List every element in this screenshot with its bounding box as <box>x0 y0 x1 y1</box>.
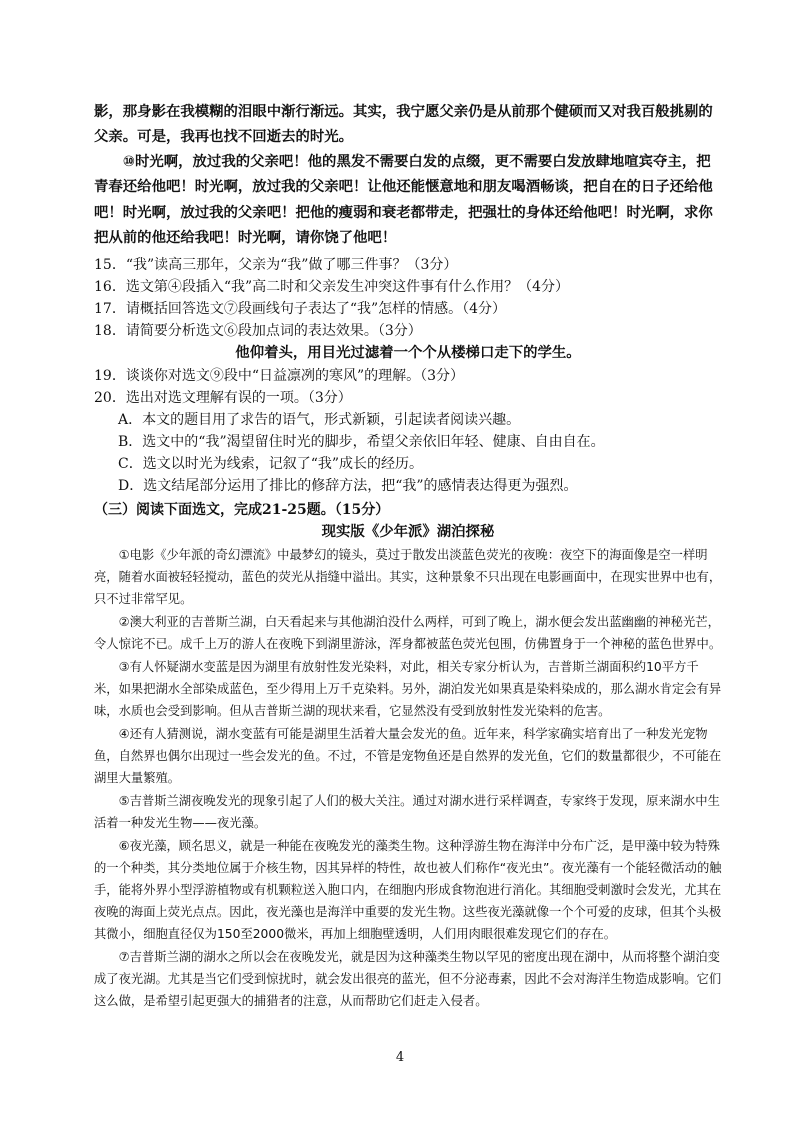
passage-paragraph-10: ⑩时光啊，放过我的父亲吧！他的黑发不需要白发的点缀，更不需要白发放肆地喧宾夺主，把青春还给他吧！时光啊，放过我的父亲吧！让他还能惬意地和朋友喝酒畅谈，把自在的日子还给他吧！时光啊，放过我的父亲吧！把他的瘦弱和衰老都带走，把强壮的身体还给他吧！时光啊，求你把从前的他还给我吧！时光啊，请你饶了他吧！ <box>94 154 713 247</box>
passage-continuation: 影，那身影在我模糊的泪眼中渐行渐远。其实，我宁愿父亲仍是从前那个健硕而又对我百般挑剔的父亲。可是，我再也找不回逝去的时光。 <box>94 104 713 146</box>
article-paragraph-7: ⑦吉普斯兰湖的湖水之所以会在夜晚发光，就是因为这种藻类生物以罕见的密度出现在湖中，从而将整个湖泊变成了夜光湖。尤其是当它们受到惊扰时，就会发出很亮的蓝光，但不分泌毒素，因此不会对海洋生物造成影响。它们这么做，是希望引起更强大的捕猎者的注意，从而帮助它们赶走入侵者。 <box>94 950 722 1008</box>
question-16: 16．选文第④段插入“我”高二时和父亲发生冲突这件事有什么作用？（4分） <box>94 279 570 295</box>
question-18-quote: 他仰着头，用目光过滤着一个个从楼梯口走下的学生。 <box>235 345 581 361</box>
page-number: 4 <box>395 1050 405 1065</box>
question-20-option-c: C．选文以时光为线索，记叙了“我”成长的经历。 <box>118 456 424 472</box>
article-paragraph-1: ①电影《少年派的奇幻漂流》中最梦幻的镜头，莫过于散发出淡蓝色荧光的夜晚：夜空下的海面像是空一样明亮，随着水面被轻轻搅动，蓝色的荧光从指缝中溢出。其实，这种景象不只出现在电影画面中，在现实世界中也有，只不过非常罕见。 <box>94 548 722 606</box>
question-15: 15．“我”读高三那年，父亲为“我”做了哪三件事？（3分） <box>94 257 458 273</box>
question-20-option-d: D．选文结尾部分运用了排比的修辞方法，把“我”的感情表达得更为强烈。 <box>118 478 578 494</box>
article-paragraph-6: ⑥夜光藻，顾名思义，就是一种能在夜晚发光的藻类生物。这种浮游生物在海洋中分布广泛，是甲藻中较为特殊的一个种类，其分类地位属于介核生物，因其异样的特性，故也被人们称作“夜光虫”。夜光藻有一个能轻微活动的触手，能将外界小型浮游植物或有机颗粒送入胞口内，在细胞内形成食物泡进行消化。其细胞受刺激时会发光，尤其在夜晚的海面上荧光点点。因此，夜光藻也是海洋中重要的发光生物。这些夜光藻就像一个个可爱的皮球，但其个头极其微小，细胞直径仅为150至2000微米，再加上细胞壁透明，人们用肉眼很难发现它们的存在。 <box>94 839 722 941</box>
question-18: 18．请简要分析选文⑥段加点词的表达效果。（3分） <box>94 323 422 339</box>
question-20-option-a: A．本文的题目用了求告的语气，形式新颖，引起读者阅读兴趣。 <box>118 412 521 428</box>
question-19: 19．谈谈你对选文⑨段中“日益凛冽的寒风”的理解。（3分） <box>94 368 465 384</box>
section-3-heading: （三）阅读下面选文，完成21-25题。（15分） <box>94 502 390 518</box>
article-title: 现实版《少年派》湖泊探秘 <box>321 524 495 540</box>
question-20-option-b: B．选文中的“我”渴望留住时光的脚步，希望父亲依旧年轻、健康、自由自在。 <box>118 434 605 450</box>
article-paragraph-5: ⑤吉普斯兰湖夜晚发光的现象引起了人们的极大关注。通过对湖水进行采样调查，专家终于发现，原来湖水中生活着一种发光生物——夜光藻。 <box>94 794 720 830</box>
article-paragraph-3: ③有人怀疑湖水变蓝是因为湖里有放射性发光染料，对此，相关专家分析认为，吉普斯兰湖面积约10平方千米，如果把湖水全部染成蓝色，至少得用上万千克染料。另外，湖泊发光如果真是染料染成的，那么湖水肯定会有异味，水质也会受到影响。但从吉普斯兰湖的现状来看，它显然没有受到放射性发光染料的危害。 <box>94 660 722 718</box>
question-17: 17．请概括回答选文⑦段画线句子表达了“我”怎样的情感。（4分） <box>94 301 507 317</box>
question-20: 20．选出对选文理解有误的一项。（3分） <box>94 390 352 406</box>
article-paragraph-2: ②澳大利亚的吉普斯兰湖，白天看起来与其他湖泊没什么两样，可到了晚上，湖水便会发出蓝幽幽的神秘光芒，令人惊诧不已。成千上万的游人在夜晚下到湖里游泳，浑身都被蓝色荧光包围，仿佛置身于一个神秘的蓝色世界中。 <box>94 615 722 651</box>
article-paragraph-4: ④还有人猜测说，湖水变蓝有可能是湖里生活着大量会发光的鱼。近年来，科学家确实培育出了一种发光宠物鱼，自然界也偶尔出现过一些会发光的鱼。不过，不管是宠物鱼还是自然界的发光鱼，它们的数量都很少，不可能在湖里大量繁殖。 <box>94 727 722 785</box>
